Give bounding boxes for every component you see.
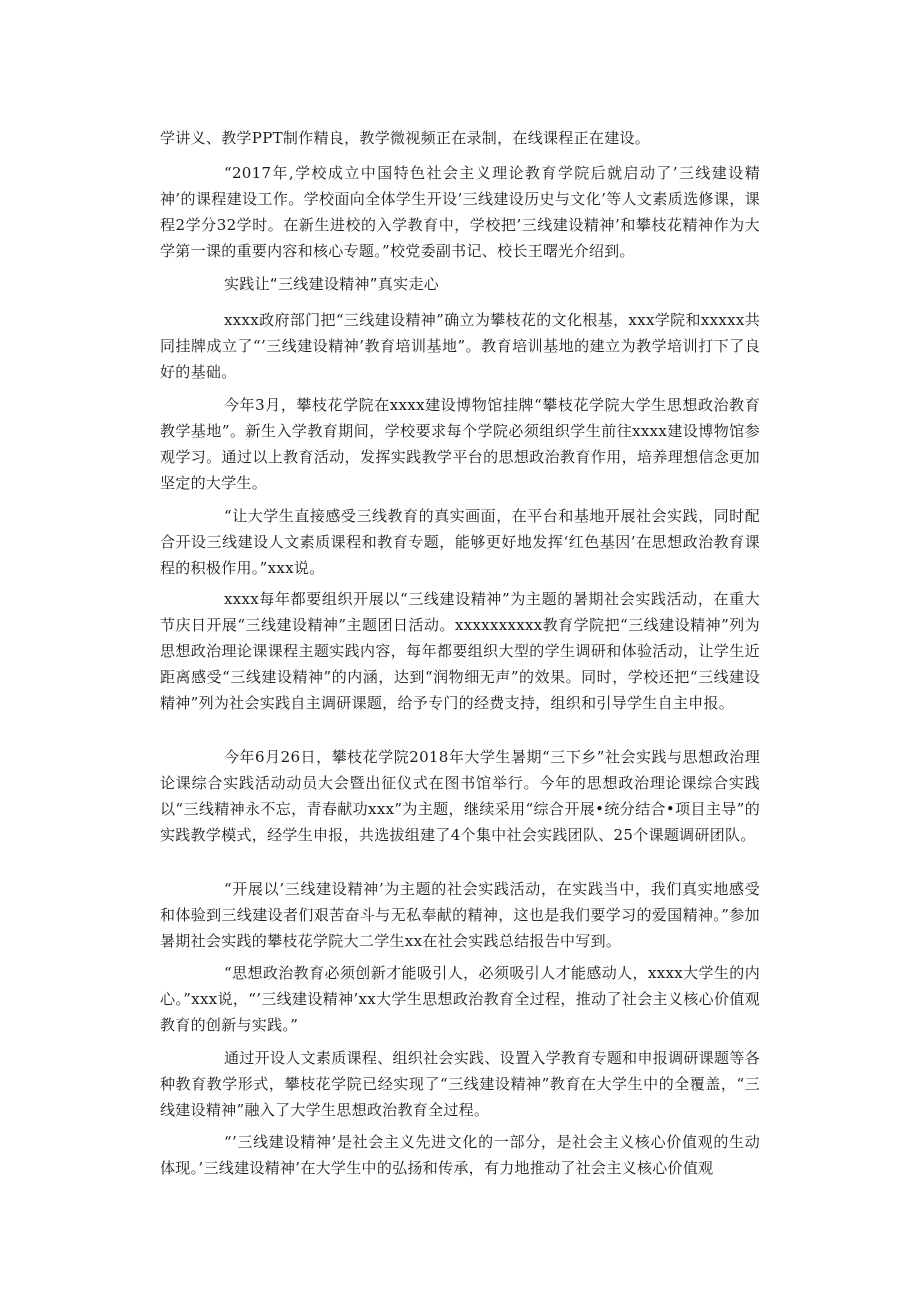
paragraph-3: xxxx政府部门把“三线建设精神”确立为攀枝花的文化根基，xxx学院和xxxxx共同挂牌成立了“’三线建设精神’教育培训基地”。教育培训基地的建立为教学培训打下了良好的基础。 bbox=[160, 311, 760, 381]
paragraph-6: xxxx每年都要组织开展以“三线建设精神”为主题的暑期社会实践活动，在重大节庆日开展“三线建设精神”主题团日活动。xxxxxxxxxx教育学院把“三线建设精神”列为思想政治理论课课程主题实践内容，每年都要组织大型的学生调研和体验活动，让学生近距离感受“三线建设精神”的内涵，达到“润物细无声”的效果。同时，学校还把“三线建设精神”列为社会实践自主调研课题，给予专门的经费支持，组织和引导学生自主申报。 bbox=[160, 590, 760, 712]
paragraph-8: “开展以’三线建设精神’为主题的社会实践活动，在实践当中，我们真实地感受和体验到三线建设者们艰苦奋斗与无私奉献的精神，这也是我们要学习的爱国精神。”参加暑期社会实践的攀枝花学院大二学生xx在社会实践总结报告中写到。 bbox=[160, 880, 760, 950]
paragraph-5: “让大学生直接感受三线教育的真实画面，在平台和基地开展社会实践，同时配合开设三线建设人文素质课程和教育专题，能够更好地发挥‘红色基因’在思想政治教育课程的积极作用。”xxx说。 bbox=[160, 507, 760, 577]
paragraph-9: “思想政治教育必须创新才能吸引人，必须吸引人才能感动人，xxxx大学生的内心。”xxx说，“’三线建设精神’xx大学生思想政治教育全过程，推动了社会主义核心价值观教育的创新与实践。” bbox=[160, 964, 760, 1034]
paragraph-11: “’三线建设精神’是社会主义先进文化的一部分，是社会主义核心价值观的生动体现。’三线建设精神’在大学生中的弘扬和传承，有力地推动了社会主义核心价值观 bbox=[160, 1133, 760, 1177]
paragraph-7: 今年6月26日，攀枝花学院2018年大学生暑期“三下乡”社会实践与思想政治理论课综合实践活动动员大会暨出征仪式在图书馆举行。今年的思想政治理论课综合实践以“三线精神永不忘，青春献功xxx”为主题，继续采用“综合开展•统分结合•项目主导”的实践教学模式，经学生申报，共选拔组建了4个集中社会实践团队、25个课题调研团队。 bbox=[160, 748, 760, 844]
section-heading: 实践让“三线建设精神”真实走心 bbox=[224, 275, 440, 293]
paragraph-10: 通过开设人文素质课程、组织社会实践、设置入学教育专题和申报调研课题等各种教育教学形式，攀枝花学院已经实现了“三线建设精神”教育在大学生中的全覆盖，“三线建设精神”融入了大学生思想政治教育全过程。 bbox=[160, 1049, 760, 1119]
paragraph-1: 学讲义、教学PPT制作精良，教学微视频正在录制，在线课程正在建设。 bbox=[160, 129, 651, 147]
paragraph-2: “2017年,学校成立中国特色社会主义理论教育学院后就启动了’三线建设精神’的课程建设工作。学校面向全体学生开设’三线建设历史与文化’等人文素质选修课，课程2学分32学时。在新生进校的入学教育中，学校把’三线建设精神’和攀枝花精神作为大学第一课的重要内容和核心专题。”校党委副书记、校长王曙光介绍到。 bbox=[160, 164, 760, 260]
paragraph-4: 今年3月，攀枝花学院在xxxx建设博物馆挂牌“攀枝花学院大学生思想政治教育教学基地”。新生入学教育期间，学校要求每个学院必须组织学生前往xxxx建设博物馆参观学习。通过以上教育活动，发挥实践教学平台的思想政治教育作用，培养理想信念更加坚定的大学生。 bbox=[160, 396, 760, 492]
